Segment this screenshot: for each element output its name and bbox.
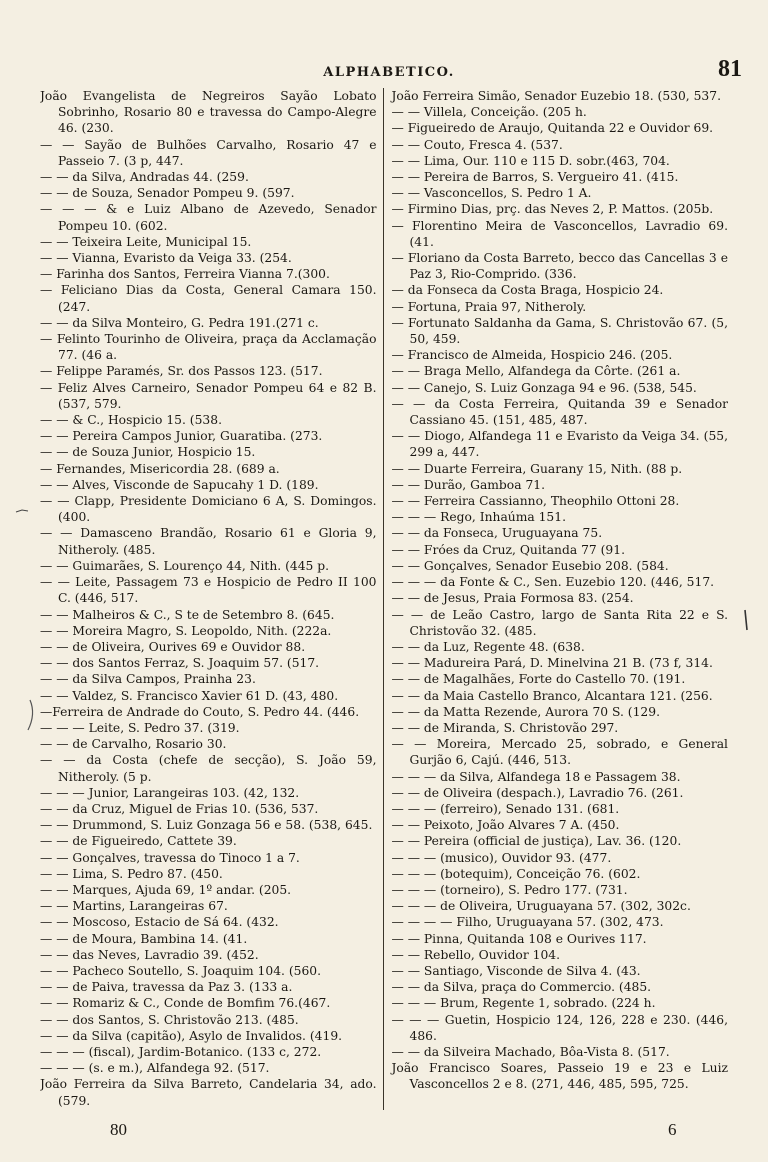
directory-entry: — — das Neves, Lavradio 39. (452.	[40, 947, 259, 962]
directory-entry: — — — Rego, Inhaúma 151.	[391, 510, 566, 525]
directory-entry: — Felinto Tourinho de Oliveira, praça da Acclamação 77. (46 a.	[40, 332, 377, 363]
directory-entry: — — — de Oliveira, Uruguayana 57. (302, 302c.	[391, 899, 691, 914]
directory-entry: — — — Leite, S. Pedro 37. (319.	[40, 720, 240, 735]
pencil-tick-mark	[16, 510, 28, 512]
directory-entry: — — Alves, Visconde de Sapucahy 1 D. (189.	[40, 477, 319, 492]
directory-entry: — — Gonçalves, travessa do Tinoco 1 a 7.	[40, 850, 300, 865]
directory-entry: — Farinha dos Santos, Ferreira Vianna 7.(300.	[40, 267, 330, 282]
directory-entry: — — Santiago, Visconde de Silva 4. (43.	[391, 963, 641, 978]
directory-entry: — — Durão, Gamboa 71.	[391, 477, 546, 492]
directory-entry: — — Pereira Campos Junior, Guaratiba. (273.	[40, 429, 323, 444]
directory-entry: — — de Leão Castro, largo de Santa Rita 22 e S. Christovão 32. (485.	[391, 607, 728, 638]
directory-entry: — — Moreira Magro, S. Leopoldo, Nith. (222a.	[40, 623, 332, 638]
running-title: ALPHABETICO.	[323, 64, 455, 80]
directory-columns	[40, 88, 728, 1110]
pencil-curve-mark	[28, 700, 33, 730]
directory-entry: — da Fonseca da Costa Braga, Hospicio 24.	[391, 283, 664, 298]
directory-entry: — — da Silveira Machado, Bôa-Vista 8. (517.	[391, 1044, 670, 1059]
directory-entry: — — Teixeira Leite, Municipal 15.	[40, 234, 252, 249]
directory-entry: — — Lima, S. Pedro 87. (450.	[40, 866, 223, 881]
directory-entry: — Francisco de Almeida, Hospicio 246. (205.	[391, 348, 673, 363]
signature-mark-left: 80	[110, 1120, 127, 1139]
directory-entry: — — Pereira de Barros, S. Vergueiro 41. (415.	[391, 170, 679, 185]
directory-entry: — Floriano da Costa Barreto, becco das Cancellas 3 e Paz 3, Rio-Comprido. (336.	[391, 251, 728, 282]
directory-entry: — — de Souza Junior, Hospicio 15.	[40, 445, 256, 460]
directory-entry: — — Pereira (official de justiça), Lav. 36. (120.	[391, 834, 682, 849]
directory-entry: — — — (botequim), Conceição 76. (602.	[391, 866, 641, 881]
directory-entry: — — Clapp, Presidente Domiciano 6 A, S. Domingos. (400.	[40, 494, 377, 525]
directory-entry: — — — — Filho, Uruguayana 57. (302, 473.	[391, 915, 664, 930]
directory-entry: — — Drummond, S. Luiz Gonzaga 56 e 58. (538, 645.	[40, 818, 373, 833]
directory-entry: — — — (s. e m.), Alfandega 92. (517.	[40, 1061, 270, 1076]
directory-entry: — — Moreira, Mercado 25, sobrado, e General Gurjão 6, Cajú. (446, 513.	[391, 737, 728, 768]
directory-entry: — — Leite, Passagem 73 e Hospicio de Pedro II 100 C. (446, 517.	[40, 575, 377, 606]
directory-entry: — — da Silva, praça do Commercio. (485.	[391, 980, 652, 995]
directory-entry: — — — Junior, Larangeiras 103. (42, 132.	[40, 785, 300, 800]
directory-entry: — — — (musico), Ouvidor 93. (477.	[391, 850, 612, 865]
directory-entry: — — Diogo, Alfandega 11 e Evaristo da Veiga 34. (55, 299 a, 447.	[391, 429, 728, 460]
directory-entry: — — Valdez, S. Francisco Xavier 61 D. (43, 480.	[40, 688, 339, 703]
directory-entry: — — — Guetin, Hospicio 124, 126, 228 e 230. (446, 486.	[391, 1012, 728, 1043]
directory-entry: — — da Luz, Regente 48. (638.	[391, 639, 585, 654]
directory-entry: — — de Magalhães, Forte do Castello 70. (191.	[391, 672, 686, 687]
directory-entry: — — — & e Luiz Albano de Azevedo, Senador Pompeu 10. (602.	[40, 202, 377, 233]
directory-entry: — Fortuna, Praia 97, Nitheroly.	[391, 299, 587, 314]
directory-entry: — — dos Santos, S. Christovão 213. (485.	[40, 1012, 299, 1027]
directory-entry: — — Peixoto, João Alvares 7 A. (450.	[391, 818, 620, 833]
directory-entry: — — Pacheco Soutello, S. Joaquim 104. (560.	[40, 963, 322, 978]
directory-entry: — — da Costa (chefe de secção), S. João 59, Nitheroly. (5 p.	[40, 753, 377, 784]
directory-entry: — — Pinna, Quitanda 108 e Ourives 117.	[391, 931, 647, 946]
directory-entry: — Feliz Alves Carneiro, Senador Pompeu 64 e 82 B. (537, 579.	[40, 380, 377, 411]
page-footer	[0, 1120, 768, 1148]
directory-entry: — — de Paiva, travessa da Paz 3. (133 a.	[40, 980, 293, 995]
directory-entry: — — Duarte Ferreira, Guarany 15, Nith. (88 p.	[391, 461, 683, 476]
directory-entry: — — da Costa Ferreira, Quitanda 39 e Senador Cassiano 45. (151, 485, 487.	[391, 396, 728, 428]
directory-entry: — — da Silva Monteiro, G. Pedra 191.(271 c.	[40, 315, 319, 330]
directory-entry: — — & C., Hospicio 15. (538.	[40, 413, 222, 428]
directory-entry: — Fernandes, Misericordia 28. (689 a.	[40, 461, 280, 476]
directory-entry: — — Vasconcellos, S. Pedro 1 A.	[391, 186, 592, 201]
directory-entry: — — da Cruz, Miguel de Frias 10. (536, 537.	[40, 801, 319, 816]
left-column	[40, 88, 383, 1110]
directory-entry: — — Damasceno Brandão, Rosario 61 e Gloria 9, Nitheroly. (485.	[40, 526, 377, 557]
page-header	[30, 52, 748, 92]
directory-entry: — — Sayão de Bulhões Carvalho, Rosario 47 e Passeio 7. (3 p, 447.	[40, 137, 377, 168]
directory-entry: — — — (torneiro), S. Pedro 177. (731.	[391, 882, 628, 897]
directory-entry: — — de Oliveira (despach.), Lavradio 76. (261.	[391, 785, 684, 800]
right-column	[383, 88, 729, 1110]
pencil-stroke-mark	[745, 610, 747, 630]
directory-entry: — Florentino Meira de Vasconcellos, Lavradio 69. (41.	[391, 218, 728, 249]
directory-entry: — — Canejo, S. Luiz Gonzaga 94 e 96. (538, 545.	[391, 380, 697, 395]
directory-entry: João Evangelista de Negreiros Sayão Lobato Sobrinho, Rosario 80 e travessa do Campo-Alegre 46. (230.	[40, 89, 377, 136]
directory-entry: — — — Brum, Regente 1, sobrado. (224 h.	[391, 996, 656, 1011]
directory-entry: — — Rebello, Ouvidor 104.	[391, 947, 561, 962]
directory-entry: — — da Silva Campos, Prainha 23.	[40, 672, 256, 687]
directory-entry: — Firmino Dias, prç. das Neves 2, P. Mattos. (205b.	[391, 202, 714, 217]
directory-entry: — Felippe Paramés, Sr. dos Passos 123. (517.	[40, 364, 323, 379]
directory-entry: — — Marques, Ajuda 69, 1º andar. (205.	[40, 882, 292, 897]
directory-entry: — — Martins, Larangeiras 67.	[40, 899, 228, 914]
directory-entry: — — da Matta Rezende, Aurora 70 S. (129.	[391, 704, 660, 719]
directory-entry: — — Villela, Conceição. (205 h.	[391, 105, 587, 120]
directory-entry: — — — da Silva, Alfandega 18 e Passagem 38.	[391, 769, 681, 784]
directory-entry: — — dos Santos Ferraz, S. Joaquim 57. (517.	[40, 656, 320, 671]
directory-entry: — — da Fonseca, Uruguayana 75.	[391, 526, 603, 541]
directory-entry: — — de Oliveira, Ourives 69 e Ouvidor 88.	[40, 639, 306, 654]
directory-entry: — — Lima, Our. 110 e 115 D. sobr.(463, 704.	[391, 153, 670, 168]
directory-entry: — — de Jesus, Praia Formosa 83. (254.	[391, 591, 634, 606]
directory-entry: — — — (ferreiro), Senado 131. (681.	[391, 801, 620, 816]
directory-entry: — — de Figueiredo, Cattete 39.	[40, 834, 237, 849]
directory-entry: — — de Miranda, S. Christovão 297.	[391, 720, 619, 735]
directory-entry: — — Couto, Fresca 4. (537.	[391, 137, 563, 152]
directory-entry: — — Romariz & C., Conde de Bomfim 76.(467.	[40, 996, 331, 1011]
directory-entry: — — Braga Mello, Alfandega da Côrte. (261 a.	[391, 364, 681, 379]
directory-entry: — — Vianna, Evaristo da Veiga 33. (254.	[40, 251, 292, 266]
directory-entry: João Ferreira Simão, Senador Euzebio 18. (530, 537.	[391, 89, 721, 103]
signature-mark-right: 6	[668, 1120, 677, 1139]
page-number: 81	[718, 56, 742, 82]
directory-entry: — Feliciano Dias da Costa, General Camara 150. (247.	[40, 283, 377, 314]
directory-entry: — — da Maia Castello Branco, Alcantara 121. (256.	[391, 688, 713, 703]
directory-entry: — Figueiredo de Araujo, Quitanda 22 e Ouvidor 69.	[391, 121, 714, 136]
directory-entry: — — Fróes da Cruz, Quitanda 77 (91.	[391, 542, 625, 557]
directory-entry: — — Gonçalves, Senador Eusebio 208. (584.	[391, 558, 669, 573]
directory-entry: — — Malheiros & C., S te de Setembro 8. (645.	[40, 607, 335, 622]
directory-entry: — — — da Fonte & C., Sen. Euzebio 120. (446, 517.	[391, 575, 715, 590]
directory-entry: — — Guimarães, S. Lourenço 44, Nith. (445 p.	[40, 558, 330, 573]
directory-entry: — — de Carvalho, Rosario 30.	[40, 737, 227, 752]
directory-entry: João Francisco Soares, Passeio 19 e 23 e Luiz Vasconcellos 2 e 8. (271, 446, 485, 595, 725.	[391, 1061, 728, 1092]
directory-entry: — — da Silva (capitão), Asylo de Invalidos. (419.	[40, 1028, 343, 1043]
directory-entry: João Ferreira da Silva Barreto, Candelaria 34, ado. (579.	[40, 1077, 377, 1108]
directory-entry: — — da Silva, Andradas 44. (259.	[40, 170, 249, 185]
directory-entry: — — de Moura, Bambina 14. (41.	[40, 931, 248, 946]
directory-entry: — — Moscoso, Estacio de Sá 64. (432.	[40, 915, 279, 930]
directory-entry: — Fortunato Saldanha da Gama, S. Christovão 67. (5, 50, 459.	[391, 315, 728, 347]
directory-entry: — — de Souza, Senador Pompeu 9. (597.	[40, 186, 295, 201]
directory-entry: —Ferreira de Andrade do Couto, S. Pedro 44. (446.	[40, 704, 360, 719]
directory-entry: — — Ferreira Cassianno, Theophilo Ottoni 28.	[391, 494, 680, 509]
directory-entry: — — — (fiscal), Jardim-Botanico. (133 c, 272.	[40, 1044, 322, 1059]
directory-entry: — — Madureira Pará, D. Minelvina 21 B. (73 f, 314.	[391, 656, 713, 671]
